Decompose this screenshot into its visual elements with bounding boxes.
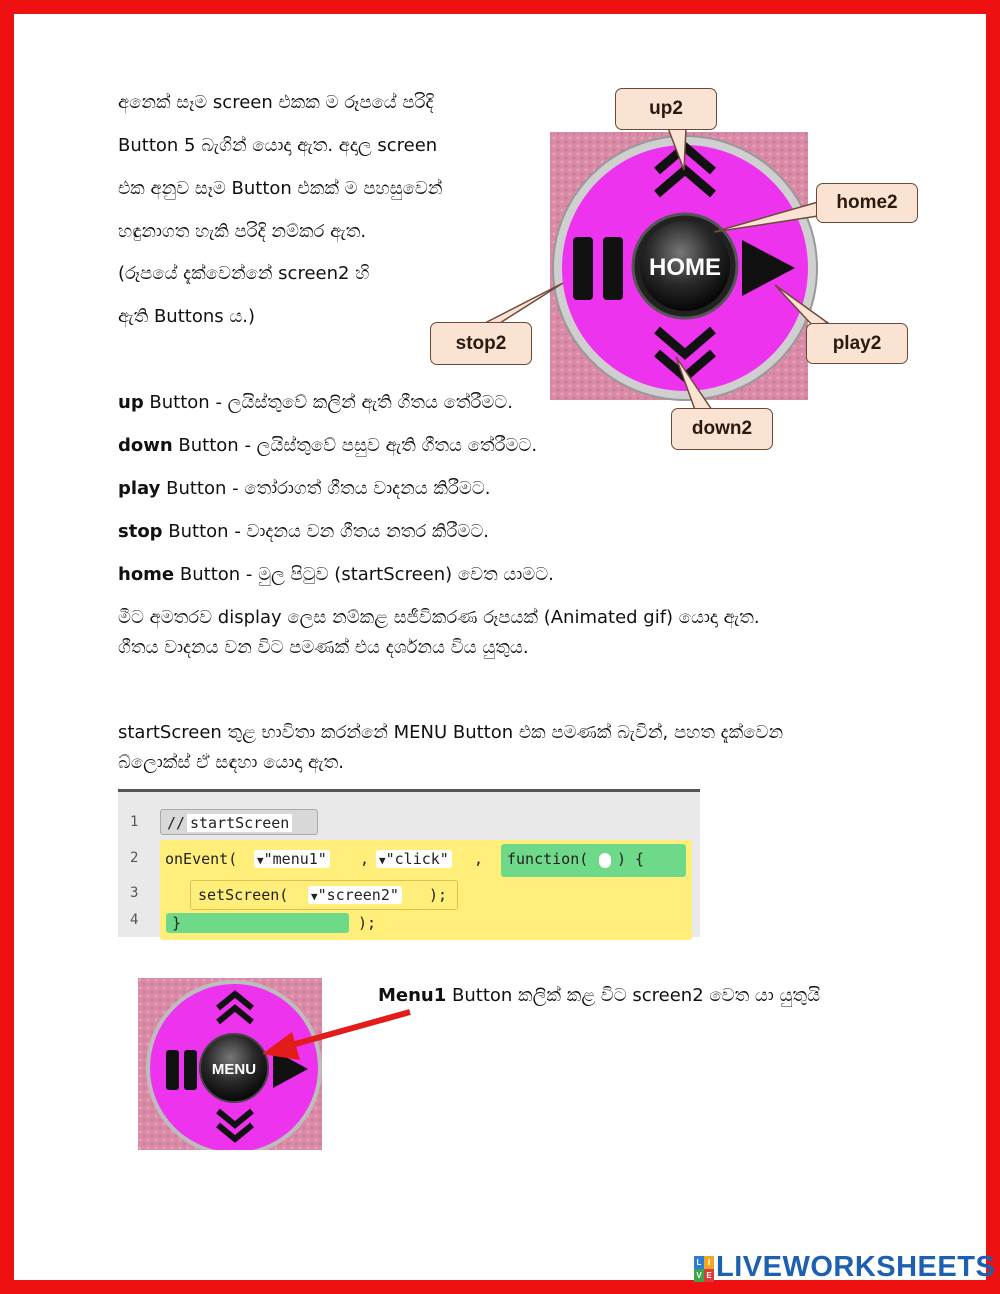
menu-note — [378, 985, 820, 1006]
intro-line: (රූපයේ දැක්වෙන්නේ screen2 හි — [118, 263, 370, 284]
close-paren: ); — [358, 914, 377, 932]
setscreen-block[interactable] — [190, 880, 458, 910]
start-note-line: startScreen තුළ භාවිතා කරන්නේ MENU Button එක පමණක් බැවින්, පහත දැක්වෙන — [118, 722, 784, 743]
intro-line: අනෙක් සෑම screen එකක ම රූපයේ පරිදි — [118, 92, 434, 113]
comment-text: startScreen — [187, 814, 292, 832]
down-description: down Button - ලයිස්තුවේ පසුව ඇති ගීතය තේරීමට. — [118, 435, 538, 456]
arg-value: "screen2" — [317, 886, 399, 904]
function-block[interactable] — [501, 844, 686, 877]
badge-letter: L — [694, 1256, 704, 1269]
start-note-line: බ්ලොක්ස් ඒ සඳහා යොදා ඇත. — [118, 752, 344, 773]
play-callout: play2 — [806, 323, 908, 364]
up-description: up Button - ලයිස්තුවේ කලින් ඇති ගීතය තේරීමට. — [118, 392, 513, 413]
function-keyword: function( — [507, 850, 589, 868]
line-number: 4 — [130, 912, 139, 928]
home-label: HOME — [649, 254, 721, 281]
badge-letter: E — [704, 1269, 714, 1282]
stop-callout: stop2 — [430, 322, 532, 365]
line-number: 1 — [130, 814, 139, 830]
menu-label: MENU — [211, 1061, 257, 1078]
dropdown-icon: ▼ — [379, 854, 386, 867]
up-callout: up2 — [615, 88, 717, 130]
intro-line: හඳුනාගත හැකි පරිදි නම්කර ඇත. — [118, 221, 367, 242]
home-callout: home2 — [816, 183, 918, 223]
code-editor — [118, 789, 700, 937]
comment-block[interactable] — [160, 809, 318, 835]
menu-note-bold: Menu1 — [378, 985, 447, 1006]
comma: , — [474, 850, 484, 868]
line-number: 2 — [130, 850, 139, 866]
dropdown-icon: ▼ — [257, 854, 264, 867]
setscreen-end: ); — [429, 886, 448, 904]
setscreen-keyword: setScreen( — [198, 886, 289, 904]
param-slot[interactable] — [599, 853, 611, 868]
home-description: home Button - මුල පිටුව (startScreen) වෙත යාමට. — [118, 564, 554, 585]
comma: , — [360, 850, 370, 868]
badge-letter: V — [694, 1269, 704, 1282]
red-arrow-icon — [250, 1000, 420, 1070]
onevent-keyword: onEvent( — [165, 850, 238, 868]
menu-note-rest: Button කලික් කළ විට screen2 වෙත යා යුතුයි — [446, 985, 821, 1006]
screen2-argument[interactable] — [308, 886, 402, 904]
arg-value: "click" — [385, 850, 449, 868]
close-brace: } — [172, 914, 182, 932]
down-callout: down2 — [671, 408, 773, 450]
menu1-argument[interactable] — [254, 850, 330, 868]
intro-line: එක අනුව සෑම Button එකක් ම පහසුවෙන් — [118, 178, 443, 199]
function-end: ) { — [617, 850, 645, 868]
function-close — [166, 913, 349, 933]
comment-slash: // — [167, 814, 186, 832]
click-argument[interactable] — [376, 850, 452, 868]
display-note-line: ගීතය වාදනය වන විට පමණක් එය දර්ශනය විය යුතුය. — [118, 637, 529, 658]
brand-badge — [694, 1256, 714, 1282]
arg-value: "menu1" — [263, 850, 327, 868]
stop-description: stop Button - වාදනය වන ගීතය නතර කිරීමට. — [118, 521, 490, 542]
dropdown-icon: ▼ — [311, 890, 318, 903]
display-note-line: මීට අමතරව display ලෙස නම්කළ සජීවිකරණ රූපයක් (Animated gif) යොදා ඇත. — [118, 607, 760, 628]
intro-line: ඇති Buttons ය.) — [118, 306, 256, 327]
brand-logo[interactable]: LIVEWORKSHEETS — [716, 1251, 996, 1283]
badge-letter: I — [704, 1256, 714, 1269]
play-description: play Button - තෝරාගත් ගීතය වාදනය කිරීමට. — [118, 478, 491, 499]
line-number: 3 — [130, 885, 139, 901]
intro-line: Button 5 බැගින් යොදා ඇත. අදාල screen — [118, 135, 438, 156]
